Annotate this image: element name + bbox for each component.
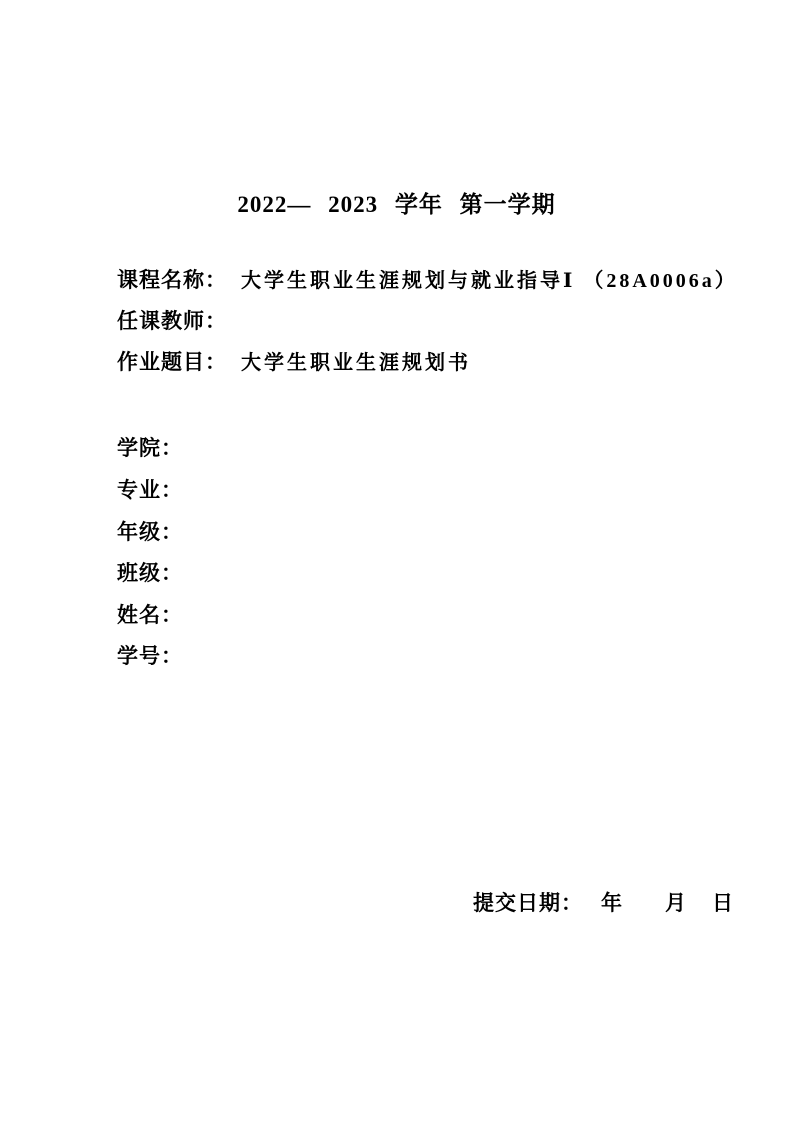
teacher-label: 任课教师： [117, 309, 227, 333]
assignment-title-value: 大学生职业生涯规划书 [241, 352, 471, 374]
student-id-row [117, 646, 197, 667]
course-name-label: 课程名称： [117, 268, 227, 292]
submission-year-unit: 年 [601, 891, 623, 915]
name-label: 姓名： [117, 603, 183, 627]
major-label: 专业： [117, 478, 183, 502]
assignment-title-row [117, 352, 471, 373]
name-row [117, 605, 197, 626]
document-title: 2022— 2023 学年 第一学期 [237, 192, 556, 217]
course-name-row [117, 270, 738, 291]
class-label: 班级： [117, 561, 183, 585]
submission-day-unit: 日 [712, 891, 734, 915]
college-row [117, 438, 197, 459]
class-row [117, 563, 197, 584]
student-id-label: 学号： [117, 644, 183, 668]
submission-date-row [473, 893, 734, 914]
college-label: 学院： [117, 436, 183, 460]
teacher-row [117, 311, 241, 332]
grade-label: 年级： [117, 520, 183, 544]
course-name-value: 大学生职业生涯规划与就业指导Ⅰ （28A0006a） [241, 270, 738, 292]
major-row [117, 480, 197, 501]
submission-month-unit: 月 [665, 891, 687, 915]
grade-row [117, 522, 197, 543]
assignment-title-label: 作业题目： [117, 350, 227, 374]
submission-date-label: 提交日期： [473, 891, 583, 915]
